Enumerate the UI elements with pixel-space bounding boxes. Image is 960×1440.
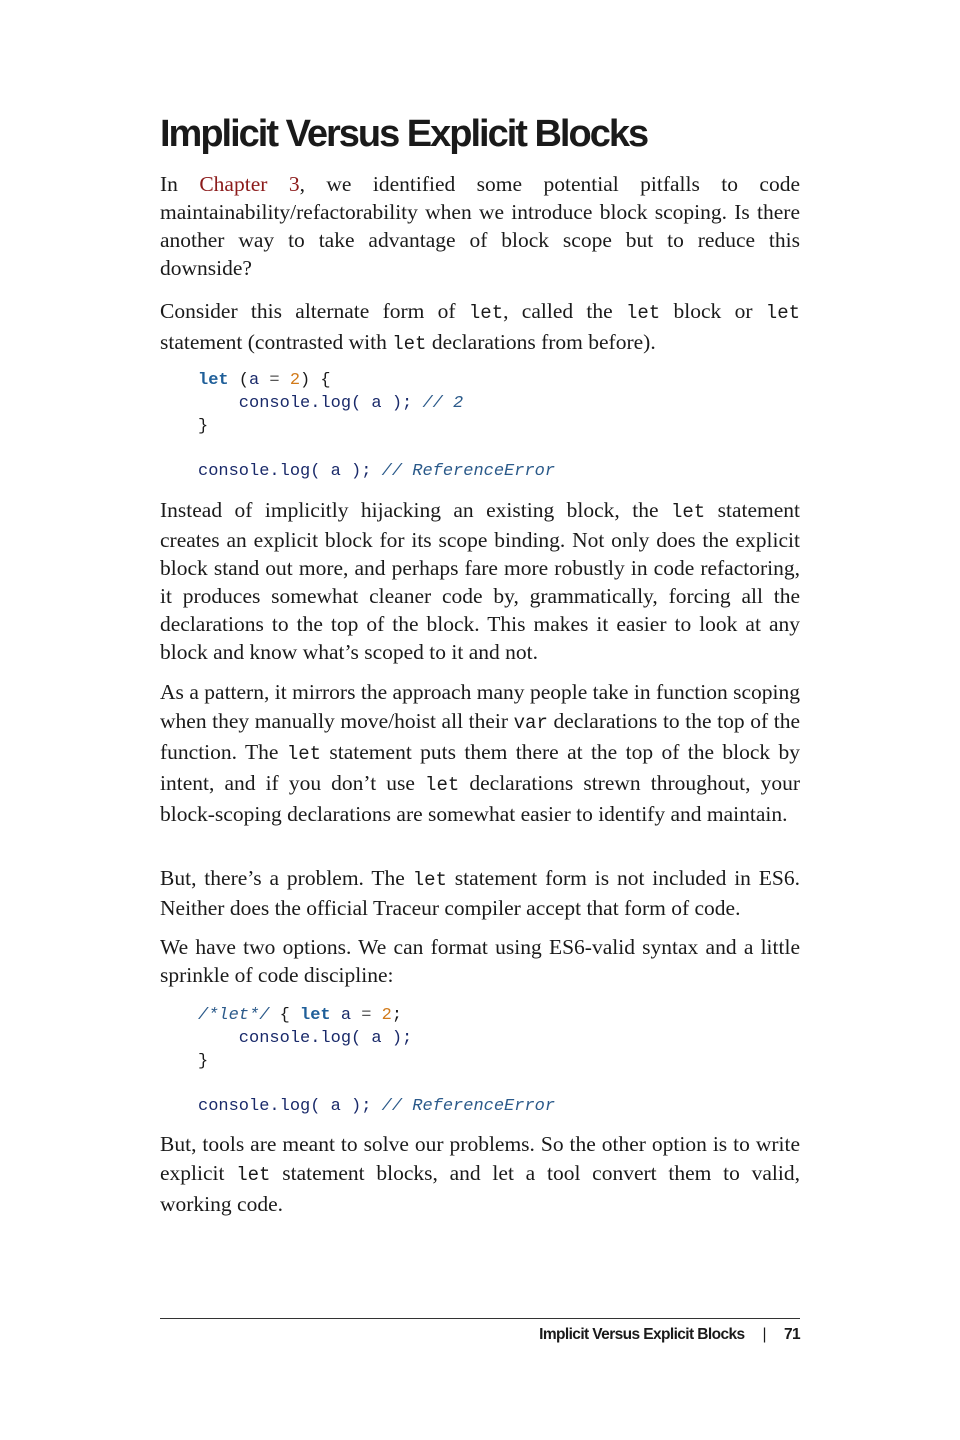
code-comment: // ReferenceError <box>371 1097 556 1117</box>
chapter-3-link[interactable]: Chapter 3 <box>199 172 300 196</box>
inline-code: let <box>286 743 322 765</box>
code-text: ) { <box>300 371 331 390</box>
page-number: 71 <box>783 1326 800 1343</box>
text: We have two options. We can format using ES6-valid syntax and a little sprinkle of code discipline: <box>160 935 800 987</box>
text: statement creates an explicit block for its scope binding. Not only does the explicit block stand out more, and perhaps fare more robustly in code refactoring, it produces somewhat cleaner code by, grammatically, forcing all the declarations to the top of the block. This makes it easier to look at any block and know what’s scoped to it and not. <box>160 498 801 664</box>
code-call: console.log( a ); <box>198 1028 413 1048</box>
code-var: a <box>249 371 260 390</box>
inline-code: let <box>468 302 504 324</box>
code-number: 2 <box>289 371 301 390</box>
code-var: a <box>340 1006 352 1025</box>
text: declarations from before). <box>426 330 656 354</box>
inline-code: let <box>412 869 447 891</box>
code-text: ( <box>228 371 250 390</box>
code-text: { <box>269 1006 301 1025</box>
text: statement puts them there at the top of the block by intent, and if you don’t use <box>160 740 801 795</box>
text: , called the <box>503 299 626 323</box>
paragraph-intro <box>160 170 800 282</box>
footer-divider <box>160 1318 800 1319</box>
paragraph-pattern <box>160 678 800 829</box>
inline-code: var <box>513 712 548 734</box>
code-text: } <box>198 416 209 436</box>
text: declarations to the top of the function. The <box>160 709 800 764</box>
keyword: let <box>198 371 229 390</box>
code-block-let-statement <box>198 370 555 484</box>
code-text: } <box>198 1051 209 1071</box>
inline-code: let <box>236 1164 271 1186</box>
code-text: ; <box>391 1006 403 1025</box>
inline-code: let <box>425 774 460 796</box>
text: block or <box>660 299 766 323</box>
text: But, there’s a problem. The <box>160 866 413 890</box>
paragraph-explicit-block <box>160 496 800 666</box>
text: As a pattern, it mirrors the approach many people take in function scoping when they manually move/hoist all their <box>160 680 800 733</box>
footer-separator: | <box>762 1326 766 1343</box>
paragraph-problem <box>160 864 800 922</box>
text: declarations strewn throughout, your block-scoping declarations are somewhat easier to identify and maintain. <box>160 771 801 826</box>
code-call: console.log( a ); <box>198 1097 372 1117</box>
inline-code: let <box>670 501 706 523</box>
text: But, tools are meant to solve our problems. So the other option is to write explicit <box>160 1132 800 1185</box>
text: In <box>160 172 200 196</box>
code-comment: /*let*/ <box>198 1006 270 1025</box>
footer-section-title: Implicit Versus Explicit Blocks <box>539 1326 745 1343</box>
paragraph-two-options <box>160 933 800 989</box>
text: statement blocks, and let a tool convert them to valid, working code. <box>160 1161 801 1216</box>
inline-code: let <box>392 333 427 355</box>
text: , we identified some potential pitfalls to code maintainability/refactorability when we introduce block scoping. Is there another way to take advantage of block scope but to reduce this downside? <box>160 172 800 280</box>
inline-code: let <box>765 302 801 324</box>
code-op: = <box>259 371 290 390</box>
text: statement form is not included in ES6. Neither does the official Traceur compiler accept that form of code. <box>160 866 801 920</box>
inline-code: let <box>626 302 661 324</box>
text: Consider this alternate form of <box>160 299 469 323</box>
text: statement (contrasted with <box>160 330 393 354</box>
paragraph-tools <box>160 1130 800 1219</box>
code-op: = <box>351 1006 382 1025</box>
code-number: 2 <box>381 1006 392 1025</box>
text: Instead of implicitly hijacking an existing block, the <box>160 498 671 522</box>
page-footer <box>539 1326 800 1344</box>
keyword: let <box>300 1006 331 1025</box>
paragraph-alternate-form <box>160 297 800 359</box>
code-block-es6-valid <box>198 1005 555 1119</box>
code-text <box>331 1006 341 1025</box>
code-call: console.log( a ); <box>198 393 413 413</box>
code-comment: // ReferenceError <box>371 462 556 482</box>
section-title: Implicit Versus Explicit Blocks <box>160 113 648 155</box>
code-call: console.log( a ); <box>198 462 372 482</box>
code-comment: // 2 <box>412 393 464 413</box>
